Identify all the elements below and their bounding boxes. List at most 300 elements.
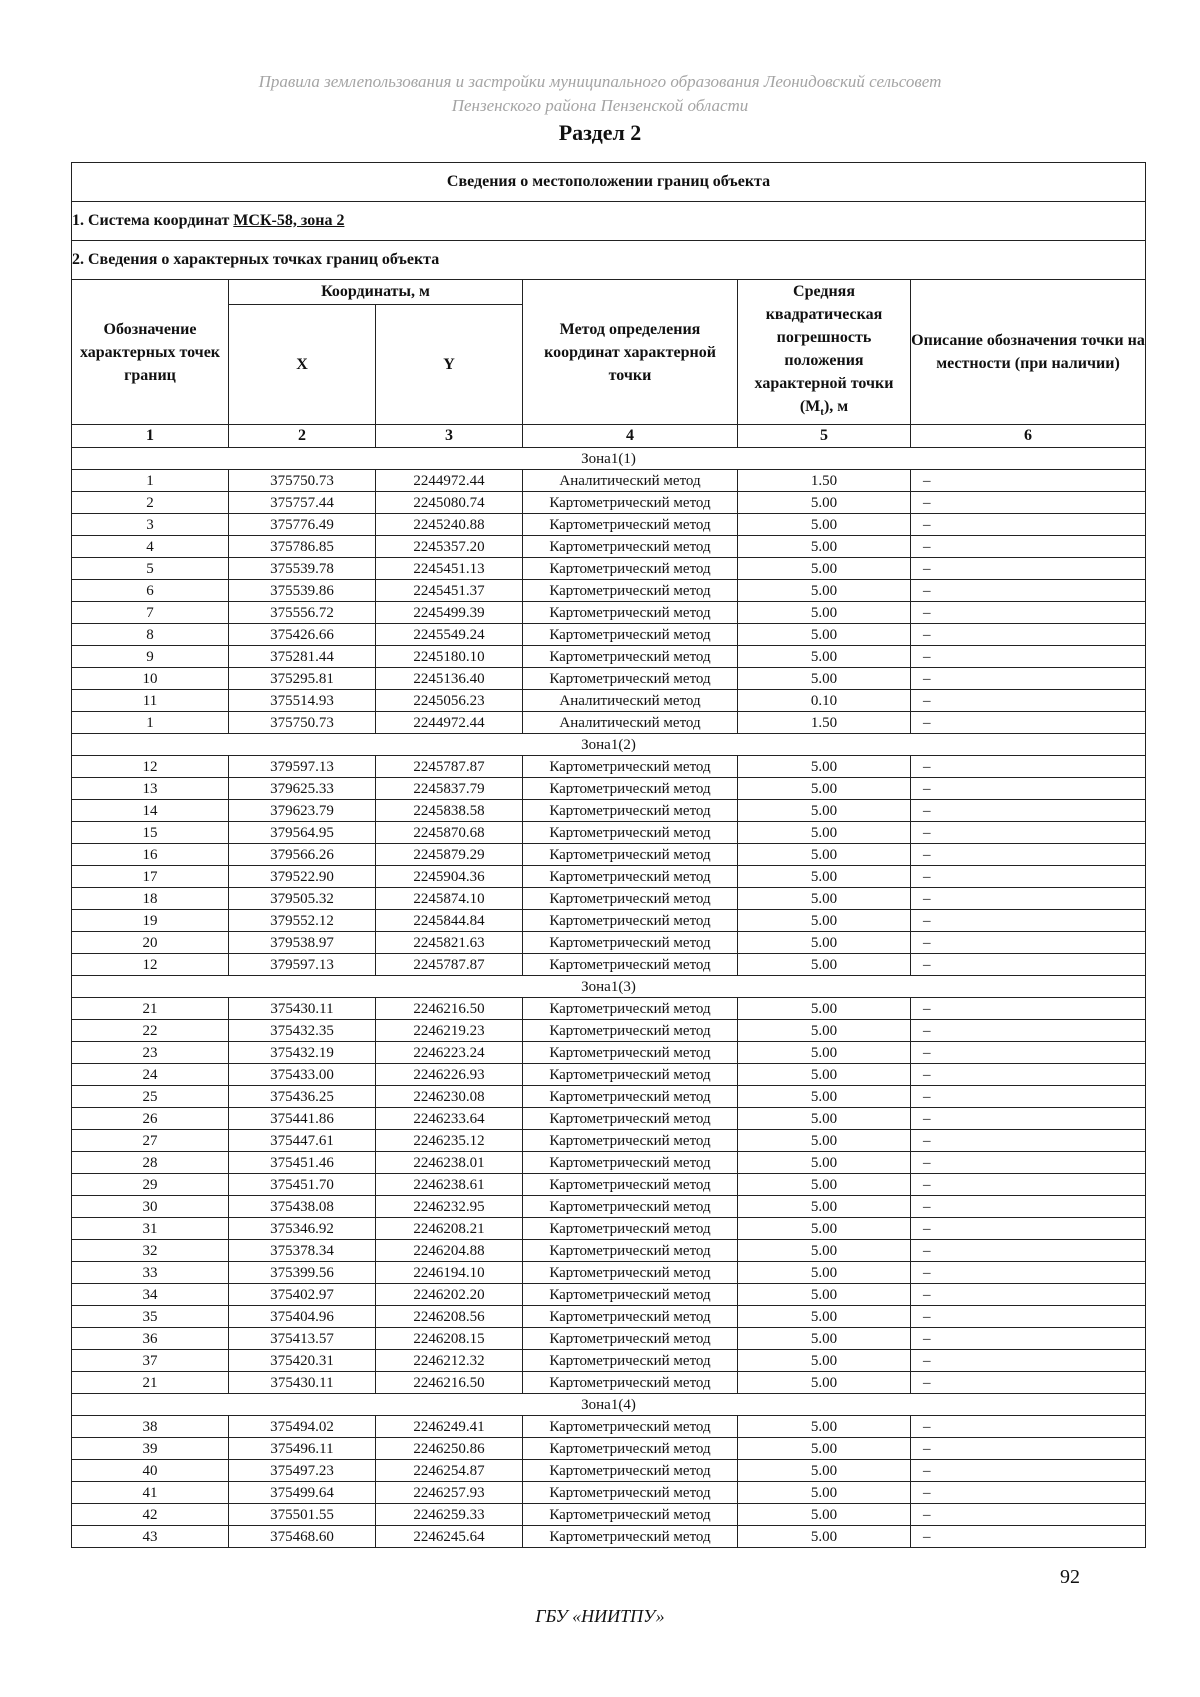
method-cell: Картометрический метод bbox=[523, 1526, 738, 1548]
y-cell: 2245844.84 bbox=[376, 910, 523, 932]
error-cell: 5.00 bbox=[738, 1262, 911, 1284]
description-cell: – bbox=[911, 866, 1146, 888]
error-cell: 5.00 bbox=[738, 1372, 911, 1394]
x-cell: 375436.25 bbox=[229, 1086, 376, 1108]
col-number: 3 bbox=[376, 425, 523, 448]
y-cell: 2245821.63 bbox=[376, 932, 523, 954]
error-cell: 5.00 bbox=[738, 668, 911, 690]
error-cell: 5.00 bbox=[738, 822, 911, 844]
error-cell: 5.00 bbox=[738, 536, 911, 558]
point-id-cell: 29 bbox=[72, 1174, 229, 1196]
error-cell: 5.00 bbox=[738, 492, 911, 514]
zone-label: Зона1(1) bbox=[72, 448, 1146, 470]
description-cell: – bbox=[911, 1174, 1146, 1196]
method-cell: Картометрический метод bbox=[523, 1086, 738, 1108]
method-cell: Картометрический метод bbox=[523, 1350, 738, 1372]
method-cell: Картометрический метод bbox=[523, 1196, 738, 1218]
point-id-cell: 13 bbox=[72, 778, 229, 800]
method-cell: Картометрический метод bbox=[523, 536, 738, 558]
x-cell: 379564.95 bbox=[229, 822, 376, 844]
x-cell: 375468.60 bbox=[229, 1526, 376, 1548]
x-cell: 375499.64 bbox=[229, 1482, 376, 1504]
table-row bbox=[72, 1042, 1146, 1064]
point-id-cell: 34 bbox=[72, 1284, 229, 1306]
description-cell: – bbox=[911, 1328, 1146, 1350]
error-cell: 1.50 bbox=[738, 712, 911, 734]
table-row bbox=[72, 1262, 1146, 1284]
method-cell: Картометрический метод bbox=[523, 822, 738, 844]
method-cell: Картометрический метод bbox=[523, 1152, 738, 1174]
point-id-cell: 16 bbox=[72, 844, 229, 866]
error-cell: 1.50 bbox=[738, 470, 911, 492]
description-cell: – bbox=[911, 1372, 1146, 1394]
y-cell: 2246245.64 bbox=[376, 1526, 523, 1548]
y-cell: 2246235.12 bbox=[376, 1130, 523, 1152]
y-cell: 2246249.41 bbox=[376, 1416, 523, 1438]
description-cell: – bbox=[911, 668, 1146, 690]
table-row bbox=[72, 1130, 1146, 1152]
method-cell: Картометрический метод bbox=[523, 844, 738, 866]
description-cell: – bbox=[911, 690, 1146, 712]
table-row bbox=[72, 1196, 1146, 1218]
x-cell: 375438.08 bbox=[229, 1196, 376, 1218]
point-id-cell: 39 bbox=[72, 1438, 229, 1460]
error-cell: 5.00 bbox=[738, 1438, 911, 1460]
description-cell: – bbox=[911, 1130, 1146, 1152]
method-cell: Картометрический метод bbox=[523, 1130, 738, 1152]
description-cell: – bbox=[911, 778, 1146, 800]
x-cell: 379597.13 bbox=[229, 756, 376, 778]
footer-organization: ГБУ «НИИТПУ» bbox=[535, 1606, 665, 1626]
x-cell: 375420.31 bbox=[229, 1350, 376, 1372]
description-cell: – bbox=[911, 844, 1146, 866]
description-cell: – bbox=[911, 580, 1146, 602]
method-cell: Картометрический метод bbox=[523, 1460, 738, 1482]
x-cell: 375514.93 bbox=[229, 690, 376, 712]
point-id-cell: 3 bbox=[72, 514, 229, 536]
x-cell: 375346.92 bbox=[229, 1218, 376, 1240]
y-cell: 2246208.21 bbox=[376, 1218, 523, 1240]
y-cell: 2246194.10 bbox=[376, 1262, 523, 1284]
method-cell: Картометрический метод bbox=[523, 1306, 738, 1328]
method-cell: Картометрический метод bbox=[523, 492, 738, 514]
table-row bbox=[72, 800, 1146, 822]
y-cell: 2246238.61 bbox=[376, 1174, 523, 1196]
table-row bbox=[72, 1504, 1146, 1526]
method-cell: Картометрический метод bbox=[523, 1416, 738, 1438]
table-row bbox=[72, 844, 1146, 866]
error-cell: 5.00 bbox=[738, 1086, 911, 1108]
point-id-cell: 20 bbox=[72, 932, 229, 954]
point-id-cell: 4 bbox=[72, 536, 229, 558]
point-id-cell: 21 bbox=[72, 1372, 229, 1394]
table-row bbox=[72, 778, 1146, 800]
y-cell: 2245136.40 bbox=[376, 668, 523, 690]
point-id-cell: 24 bbox=[72, 1064, 229, 1086]
col-header-description: Описание обозначения точки на местности (при наличии) bbox=[911, 280, 1146, 425]
zone-row bbox=[72, 734, 1146, 756]
error-cell: 5.00 bbox=[738, 1328, 911, 1350]
table-row bbox=[72, 624, 1146, 646]
col-header-method: Метод определения координат характерной точки bbox=[523, 280, 738, 425]
table-row bbox=[72, 580, 1146, 602]
error-cell: 5.00 bbox=[738, 1306, 911, 1328]
table-row bbox=[72, 866, 1146, 888]
table-row bbox=[72, 668, 1146, 690]
x-cell: 375402.97 bbox=[229, 1284, 376, 1306]
description-cell: – bbox=[911, 602, 1146, 624]
error-cell: 5.00 bbox=[738, 1526, 911, 1548]
x-cell: 375451.46 bbox=[229, 1152, 376, 1174]
error-cell: 5.00 bbox=[738, 1152, 911, 1174]
point-id-cell: 8 bbox=[72, 624, 229, 646]
x-cell: 375451.70 bbox=[229, 1174, 376, 1196]
error-cell: 5.00 bbox=[738, 558, 911, 580]
table-row bbox=[72, 822, 1146, 844]
method-cell: Картометрический метод bbox=[523, 1020, 738, 1042]
point-id-cell: 42 bbox=[72, 1504, 229, 1526]
method-cell: Картометрический метод bbox=[523, 932, 738, 954]
y-cell: 2245787.87 bbox=[376, 756, 523, 778]
y-cell: 2246233.64 bbox=[376, 1108, 523, 1130]
error-cell: 5.00 bbox=[738, 514, 911, 536]
method-cell: Аналитический метод bbox=[523, 470, 738, 492]
error-cell: 5.00 bbox=[738, 866, 911, 888]
description-cell: – bbox=[911, 1196, 1146, 1218]
table-row bbox=[72, 1526, 1146, 1548]
table-row bbox=[72, 602, 1146, 624]
table-row bbox=[72, 514, 1146, 536]
method-cell: Картометрический метод bbox=[523, 646, 738, 668]
point-id-cell: 37 bbox=[72, 1350, 229, 1372]
table-row bbox=[72, 998, 1146, 1020]
point-id-cell: 12 bbox=[72, 954, 229, 976]
error-cell: 5.00 bbox=[738, 580, 911, 602]
table-row bbox=[72, 1482, 1146, 1504]
table-row bbox=[72, 954, 1146, 976]
x-cell: 379552.12 bbox=[229, 910, 376, 932]
y-cell: 2245879.29 bbox=[376, 844, 523, 866]
error-cell: 5.00 bbox=[738, 910, 911, 932]
error-cell: 5.00 bbox=[738, 756, 911, 778]
description-cell: – bbox=[911, 800, 1146, 822]
y-cell: 2246223.24 bbox=[376, 1042, 523, 1064]
y-cell: 2245080.74 bbox=[376, 492, 523, 514]
col-header-error-sub: t bbox=[820, 406, 824, 419]
error-cell: 5.00 bbox=[738, 1042, 911, 1064]
point-id-cell: 28 bbox=[72, 1152, 229, 1174]
description-cell: – bbox=[911, 624, 1146, 646]
table-row bbox=[72, 558, 1146, 580]
col-header-x: X bbox=[229, 304, 376, 425]
zone-row bbox=[72, 976, 1146, 998]
error-cell: 5.00 bbox=[738, 932, 911, 954]
points-section-title: 2. Сведения о характерных точках границ объекта bbox=[72, 241, 1146, 280]
x-cell: 375496.11 bbox=[229, 1438, 376, 1460]
y-cell: 2246232.95 bbox=[376, 1196, 523, 1218]
description-cell: – bbox=[911, 1416, 1146, 1438]
point-id-cell: 43 bbox=[72, 1526, 229, 1548]
description-cell: – bbox=[911, 1042, 1146, 1064]
x-cell: 379597.13 bbox=[229, 954, 376, 976]
point-id-cell: 10 bbox=[72, 668, 229, 690]
error-cell: 0.10 bbox=[738, 690, 911, 712]
col-header-error-tail: ), м bbox=[823, 398, 849, 415]
y-cell: 2246216.50 bbox=[376, 1372, 523, 1394]
x-cell: 379505.32 bbox=[229, 888, 376, 910]
col-header-coordinates: Координаты, м bbox=[229, 280, 523, 305]
error-cell: 5.00 bbox=[738, 1108, 911, 1130]
coordinate-system-value: МСК-58, зона 2 bbox=[233, 212, 345, 229]
point-id-cell: 6 bbox=[72, 580, 229, 602]
method-cell: Картометрический метод bbox=[523, 1372, 738, 1394]
point-id-cell: 32 bbox=[72, 1240, 229, 1262]
x-cell: 375786.85 bbox=[229, 536, 376, 558]
y-cell: 2246254.87 bbox=[376, 1460, 523, 1482]
coordinate-system-label: 1. Система координат bbox=[72, 212, 230, 229]
description-cell: – bbox=[911, 558, 1146, 580]
method-cell: Аналитический метод bbox=[523, 690, 738, 712]
error-cell: 5.00 bbox=[738, 1482, 911, 1504]
x-cell: 375404.96 bbox=[229, 1306, 376, 1328]
description-cell: – bbox=[911, 954, 1146, 976]
table-row bbox=[72, 1306, 1146, 1328]
x-cell: 375433.00 bbox=[229, 1064, 376, 1086]
col-number: 1 bbox=[72, 425, 229, 448]
col-number: 5 bbox=[738, 425, 911, 448]
table-row bbox=[72, 1086, 1146, 1108]
method-cell: Картометрический метод bbox=[523, 1328, 738, 1350]
point-id-cell: 19 bbox=[72, 910, 229, 932]
y-cell: 2245056.23 bbox=[376, 690, 523, 712]
description-cell: – bbox=[911, 1240, 1146, 1262]
col-number: 2 bbox=[229, 425, 376, 448]
table-row bbox=[72, 888, 1146, 910]
y-cell: 2245451.13 bbox=[376, 558, 523, 580]
description-cell: – bbox=[911, 822, 1146, 844]
x-cell: 375447.61 bbox=[229, 1130, 376, 1152]
y-cell: 2245240.88 bbox=[376, 514, 523, 536]
boundary-points-table bbox=[71, 162, 1146, 1548]
method-cell: Картометрический метод bbox=[523, 800, 738, 822]
x-cell: 375432.19 bbox=[229, 1042, 376, 1064]
col-header-error-main: Средняя квадратическая погрешность положения характерной точки (M bbox=[754, 283, 894, 415]
description-cell: – bbox=[911, 1020, 1146, 1042]
error-cell: 5.00 bbox=[738, 844, 911, 866]
table-row bbox=[72, 1284, 1146, 1306]
method-cell: Картометрический метод bbox=[523, 1240, 738, 1262]
col-number: 4 bbox=[523, 425, 738, 448]
y-cell: 2245357.20 bbox=[376, 536, 523, 558]
point-id-cell: 23 bbox=[72, 1042, 229, 1064]
description-cell: – bbox=[911, 756, 1146, 778]
y-cell: 2245874.10 bbox=[376, 888, 523, 910]
table-row bbox=[72, 1174, 1146, 1196]
description-cell: – bbox=[911, 1218, 1146, 1240]
col-header-y: Y bbox=[376, 304, 523, 425]
error-cell: 5.00 bbox=[738, 1504, 911, 1526]
description-cell: – bbox=[911, 888, 1146, 910]
y-cell: 2245837.79 bbox=[376, 778, 523, 800]
method-cell: Картометрический метод bbox=[523, 1174, 738, 1196]
table-row bbox=[72, 712, 1146, 734]
x-cell: 375556.72 bbox=[229, 602, 376, 624]
description-cell: – bbox=[911, 514, 1146, 536]
error-cell: 5.00 bbox=[738, 1020, 911, 1042]
description-cell: – bbox=[911, 712, 1146, 734]
error-cell: 5.00 bbox=[738, 800, 911, 822]
y-cell: 2246257.93 bbox=[376, 1482, 523, 1504]
point-id-cell: 2 bbox=[72, 492, 229, 514]
point-id-cell: 12 bbox=[72, 756, 229, 778]
description-cell: – bbox=[911, 1086, 1146, 1108]
x-cell: 375750.73 bbox=[229, 470, 376, 492]
y-cell: 2246238.01 bbox=[376, 1152, 523, 1174]
error-cell: 5.00 bbox=[738, 624, 911, 646]
point-id-cell: 1 bbox=[72, 712, 229, 734]
description-cell: – bbox=[911, 1262, 1146, 1284]
y-cell: 2245787.87 bbox=[376, 954, 523, 976]
y-cell: 2244972.44 bbox=[376, 712, 523, 734]
coordinate-system-line bbox=[72, 202, 1146, 241]
method-cell: Картометрический метод bbox=[523, 602, 738, 624]
error-cell: 5.00 bbox=[738, 888, 911, 910]
y-cell: 2245451.37 bbox=[376, 580, 523, 602]
y-cell: 2245499.39 bbox=[376, 602, 523, 624]
x-cell: 375441.86 bbox=[229, 1108, 376, 1130]
table-row bbox=[72, 492, 1146, 514]
table-row bbox=[72, 1152, 1146, 1174]
zone-row bbox=[72, 1394, 1146, 1416]
x-cell: 375501.55 bbox=[229, 1504, 376, 1526]
x-cell: 375399.56 bbox=[229, 1262, 376, 1284]
table-caption: Сведения о местоположении границ объекта bbox=[72, 163, 1146, 202]
y-cell: 2245549.24 bbox=[376, 624, 523, 646]
table-row bbox=[72, 932, 1146, 954]
y-cell: 2246204.88 bbox=[376, 1240, 523, 1262]
method-cell: Картометрический метод bbox=[523, 866, 738, 888]
method-cell: Картометрический метод bbox=[523, 910, 738, 932]
y-cell: 2246250.86 bbox=[376, 1438, 523, 1460]
y-cell: 2244972.44 bbox=[376, 470, 523, 492]
zone-label: Зона1(2) bbox=[72, 734, 1146, 756]
y-cell: 2246226.93 bbox=[376, 1064, 523, 1086]
method-cell: Картометрический метод bbox=[523, 1262, 738, 1284]
x-cell: 379625.33 bbox=[229, 778, 376, 800]
method-cell: Картометрический метод bbox=[523, 1218, 738, 1240]
table-body bbox=[72, 448, 1146, 1548]
error-cell: 5.00 bbox=[738, 1460, 911, 1482]
error-cell: 5.00 bbox=[738, 954, 911, 976]
x-cell: 375497.23 bbox=[229, 1460, 376, 1482]
y-cell: 2246230.08 bbox=[376, 1086, 523, 1108]
x-cell: 379522.90 bbox=[229, 866, 376, 888]
table-row bbox=[72, 470, 1146, 492]
y-cell: 2245838.58 bbox=[376, 800, 523, 822]
point-id-cell: 30 bbox=[72, 1196, 229, 1218]
x-cell: 375432.35 bbox=[229, 1020, 376, 1042]
point-id-cell: 35 bbox=[72, 1306, 229, 1328]
running-header-line-1: Правила землепользования и застройки муниципального образования Леонидовский сельсовет bbox=[258, 72, 942, 91]
x-cell: 375426.66 bbox=[229, 624, 376, 646]
error-cell: 5.00 bbox=[738, 1196, 911, 1218]
point-id-cell: 38 bbox=[72, 1416, 229, 1438]
x-cell: 375776.49 bbox=[229, 514, 376, 536]
point-id-cell: 31 bbox=[72, 1218, 229, 1240]
y-cell: 2245870.68 bbox=[376, 822, 523, 844]
error-cell: 5.00 bbox=[738, 1416, 911, 1438]
table-row bbox=[72, 1416, 1146, 1438]
method-cell: Картометрический метод bbox=[523, 514, 738, 536]
y-cell: 2245904.36 bbox=[376, 866, 523, 888]
description-cell: – bbox=[911, 1460, 1146, 1482]
x-cell: 375539.78 bbox=[229, 558, 376, 580]
table-row bbox=[72, 1108, 1146, 1130]
col-number: 6 bbox=[911, 425, 1146, 448]
method-cell: Картометрический метод bbox=[523, 668, 738, 690]
method-cell: Картометрический метод bbox=[523, 756, 738, 778]
error-cell: 5.00 bbox=[738, 1130, 911, 1152]
description-cell: – bbox=[911, 1306, 1146, 1328]
error-cell: 5.00 bbox=[738, 1174, 911, 1196]
x-cell: 375539.86 bbox=[229, 580, 376, 602]
table-row bbox=[72, 1218, 1146, 1240]
point-id-cell: 7 bbox=[72, 602, 229, 624]
y-cell: 2246212.32 bbox=[376, 1350, 523, 1372]
section-title: Раздел 2 bbox=[558, 120, 642, 145]
description-cell: – bbox=[911, 536, 1146, 558]
method-cell: Картометрический метод bbox=[523, 1438, 738, 1460]
point-id-cell: 1 bbox=[72, 470, 229, 492]
y-cell: 2246219.23 bbox=[376, 1020, 523, 1042]
table-row bbox=[72, 910, 1146, 932]
point-id-cell: 25 bbox=[72, 1086, 229, 1108]
x-cell: 375281.44 bbox=[229, 646, 376, 668]
method-cell: Картометрический метод bbox=[523, 1108, 738, 1130]
point-id-cell: 9 bbox=[72, 646, 229, 668]
table-row bbox=[72, 1350, 1146, 1372]
table-row bbox=[72, 646, 1146, 668]
error-cell: 5.00 bbox=[738, 646, 911, 668]
method-cell: Картометрический метод bbox=[523, 624, 738, 646]
method-cell: Аналитический метод bbox=[523, 712, 738, 734]
page-number: 92 bbox=[1060, 1566, 1080, 1588]
table-row bbox=[72, 690, 1146, 712]
point-id-cell: 22 bbox=[72, 1020, 229, 1042]
y-cell: 2246202.20 bbox=[376, 1284, 523, 1306]
description-cell: – bbox=[911, 1504, 1146, 1526]
description-cell: – bbox=[911, 998, 1146, 1020]
table-row bbox=[72, 1438, 1146, 1460]
point-id-cell: 21 bbox=[72, 998, 229, 1020]
description-cell: – bbox=[911, 1350, 1146, 1372]
x-cell: 375430.11 bbox=[229, 1372, 376, 1394]
method-cell: Картометрический метод bbox=[523, 954, 738, 976]
description-cell: – bbox=[911, 1438, 1146, 1460]
x-cell: 375494.02 bbox=[229, 1416, 376, 1438]
point-id-cell: 14 bbox=[72, 800, 229, 822]
y-cell: 2246208.15 bbox=[376, 1328, 523, 1350]
description-cell: – bbox=[911, 1108, 1146, 1130]
method-cell: Картометрический метод bbox=[523, 580, 738, 602]
table-row bbox=[72, 756, 1146, 778]
method-cell: Картометрический метод bbox=[523, 1042, 738, 1064]
point-id-cell: 27 bbox=[72, 1130, 229, 1152]
x-cell: 379538.97 bbox=[229, 932, 376, 954]
description-cell: – bbox=[911, 1284, 1146, 1306]
method-cell: Картометрический метод bbox=[523, 888, 738, 910]
method-cell: Картометрический метод bbox=[523, 1064, 738, 1086]
